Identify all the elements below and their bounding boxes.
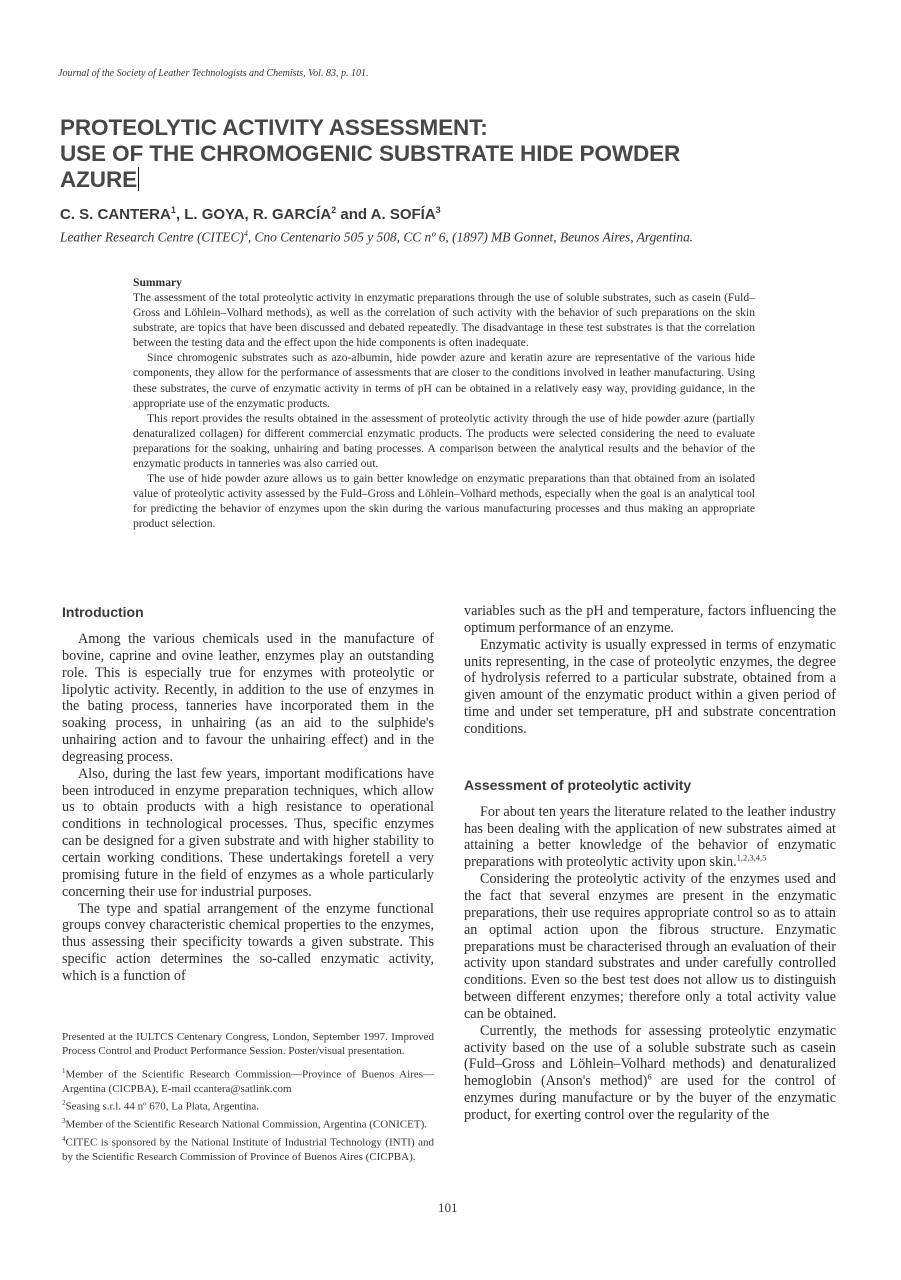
author-affiliation-ref: 2 (331, 205, 337, 215)
summary-section (133, 275, 755, 532)
body-paragraph (464, 1023, 836, 1124)
text-cursor (138, 167, 139, 191)
right-column (464, 603, 836, 1124)
paragraph-text: Currently, the methods for assessing proteolytic enzymatic activity based on the use of a soluble substrate such as casein (Fuld–Gross and Löhlein–Volhard methods) and denaturalized hemoglobin (Anson's method) (464, 1022, 836, 1090)
footnotes (62, 1030, 434, 1164)
left-column (62, 603, 434, 985)
author-separator: , (244, 206, 253, 223)
footnote-text: Member of the Scientific Research National Commission, Argentina (CONICET). (65, 1118, 427, 1131)
footnote-number: 3 (62, 1117, 66, 1126)
footnote-number: 4 (62, 1135, 66, 1144)
body-paragraph: Enzymatic activity is usually expressed in terms of enzymatic units representing, in the case of proteolytic enzymes, the degree of hydrolysis referred to a particular substrate, obtained from a given amount of the enzymatic product within a given period of time and under set temperature, pH and substrate concentration conditions. (464, 636, 836, 737)
body-paragraph: Among the various chemicals used in the manufacture of bovine, caprine and ovine leather, enzymes play an outstanding role. This is especially true for enzymes with proteolytic or lipolytic activity. Recently, in addition to the use of enzymes in the bating process, tanneries have incorporated them in the soaking process, in unhairing (as an aid to the sulphide's unhairing action and to favour the unhairing effect) and in the degreasing process. (62, 631, 434, 765)
paragraph-text: For about ten years the literature related to the leather industry has been dealing with the application of new substrates aimed at attaining a better knowledge of the behavior of enzymatic preparations with proteolytic activity upon skin. (464, 803, 836, 871)
summary-paragraph: The assessment of the total proteolytic activity in enzymatic preparations through the use of soluble substrates, such as casein (Fuld–Gross and Löhlein–Volhard methods), as well as the correlation of such activity with the behavior of such preparations on the skin substrate, are topics that have been discussed and debated repeatedly. The disadvantage in these test substrates is that the correlation between the testing data and the effect upon the hide components is often inadequate. (133, 291, 755, 350)
footnote (62, 1096, 434, 1114)
summary-paragraph: This report provides the results obtained in the assessment of proteolytic activity through the use of hide powder azure (partially denaturalized collagen) for different commercial enzymatic products. The products were selected considering the need to evaluate preparations for the soaking, unhairing and bating processes. A comparison between the analytical results and the behavior of the enzymatic products in tanneries was also carried out. (133, 411, 755, 471)
page-number: 101 (438, 1200, 458, 1215)
author-affiliation-ref: 1 (170, 205, 176, 215)
paragraph-text: are used for the control of enzymes during manufacture or by the buyer of the enzymatic product, for exerting control over the regularity of the (464, 1073, 836, 1123)
assessment-heading: Assessment of proteolytic activity (464, 776, 692, 793)
author-name: L. GOYA (184, 206, 245, 223)
footnote-number: 1 (62, 1067, 66, 1076)
title-line-1: PROTEOLYTIC ACTIVITY ASSESSMENT: (60, 115, 488, 140)
author-separator: and (336, 206, 371, 223)
journal-citation: Journal of the Society of Leather Technologists and Chemists, Vol. 83, p. 101. (58, 68, 369, 79)
footnote (62, 1132, 434, 1164)
affiliation-ref: 4 (243, 229, 248, 238)
author-name: C. S. CANTERA (60, 206, 171, 223)
footnote-text: CITEC is sponsored by the National Institute of Industrial Technology (INTI) and by the Scientific Research Commission of Province of Buenos Aires (CICPBA). (62, 1136, 434, 1164)
reference-citation: 1,2,3,4,5 (736, 852, 767, 863)
footnote-text: Seasing s.r.l. 44 nº 670, La Plata, Argentina. (65, 1101, 260, 1114)
presentation-note: Presented at the IULTCS Centenary Congress, London, September 1997. Improved Process Control and Product Performance Session. Poster/visual presentation. (62, 1031, 434, 1058)
footnote (62, 1064, 434, 1096)
body-paragraph: The type and spatial arrangement of the enzyme functional groups convey characteristic chemical properties to the enzymes, thus assessing their specificity towards a given substrate. This specific action determines the so-called enzymatic activity, which is a function of (62, 900, 434, 984)
footnote-text: Member of the Scientific Research Commission—Province of Buenos Aires—Argentina (CICPBA), E-mail ccantera@satlink.com (62, 1069, 434, 1096)
body-paragraph (464, 804, 836, 871)
footnote (62, 1114, 434, 1132)
footnote-number: 2 (62, 1099, 66, 1108)
author-affiliation-ref: 3 (435, 205, 441, 215)
affiliation-institution: Leather Research Centre (CITEC) (60, 229, 244, 245)
summary-paragraph: The use of hide powder azure allows us to gain better knowledge on enzymatic preparations than that obtained from an isolated value of proteolytic activity assessed by the Fuld–Gross and Löhlein–Volhard methods, especially when the goal is an analytical tool for predicting the behavior of enzymes upon the skin during the various manufacturing processes and thus making an appropriate product selection. (133, 472, 755, 531)
author-name: R. GARCÍA (252, 206, 332, 223)
affiliation-address: , Cno Centenario 505 y 508, CC nº 6, (1897) MB Gonnet, Beunos Aires, Argentina. (247, 229, 694, 245)
body-paragraph: Also, during the last few years, important modifications have been introduced in enzyme preparation techniques, which allow us to obtain products with a high resistance to operational conditions in technological processes. Thus, specific enzymes can be designed for a given substrate and with higher stability to certain working conditions. These undertakings foretell a very promising future in the field of enzymes as a whole particularly concerning their use for industrial purposes. (62, 765, 434, 900)
author-list (60, 205, 441, 223)
summary-paragraph: Since chromogenic substrates such as azo-albumin, hide powder azure and keratin azure are representative of the various hide components, they allow for the performance of assessments that are closer to the conditions involved in leather manufacturing. Using these substrates, the curve of enzymatic activity in terms of pH can be obtained in a relatively easy way, providing guidance, in the appropriate use of the enzymatic products. (133, 351, 755, 410)
title-line-2: USE OF THE CHROMOGENIC SUBSTRATE HIDE POWDER (60, 141, 681, 166)
introduction-heading: Introduction (62, 604, 144, 620)
author-separator: , (175, 206, 185, 223)
title-line-3: AZURE (60, 167, 137, 192)
summary-heading: Summary (133, 276, 182, 289)
author-name: A. SOFÍA (370, 206, 436, 223)
article-title (60, 115, 850, 193)
body-paragraph: Considering the proteolytic activity of the enzymes used and the fact that several enzymes are present in the enzymatic preparations, their use requires appropriate control so as to attain an optimal action upon the fibrous structure. Enzymatic preparations must be characterised through an evaluation of their activity upon standard substrates and under carefully controlled conditions. Even so the best test does not allow us to distinguish between different enzymes; therefore only a total activity value can be obtained. (464, 871, 836, 1022)
affiliation (60, 229, 693, 245)
body-paragraph-continued: variables such as the pH and temperature, factors influencing the optimum performance of an enzyme. (464, 603, 836, 636)
reference-citation: 6 (647, 1071, 652, 1082)
